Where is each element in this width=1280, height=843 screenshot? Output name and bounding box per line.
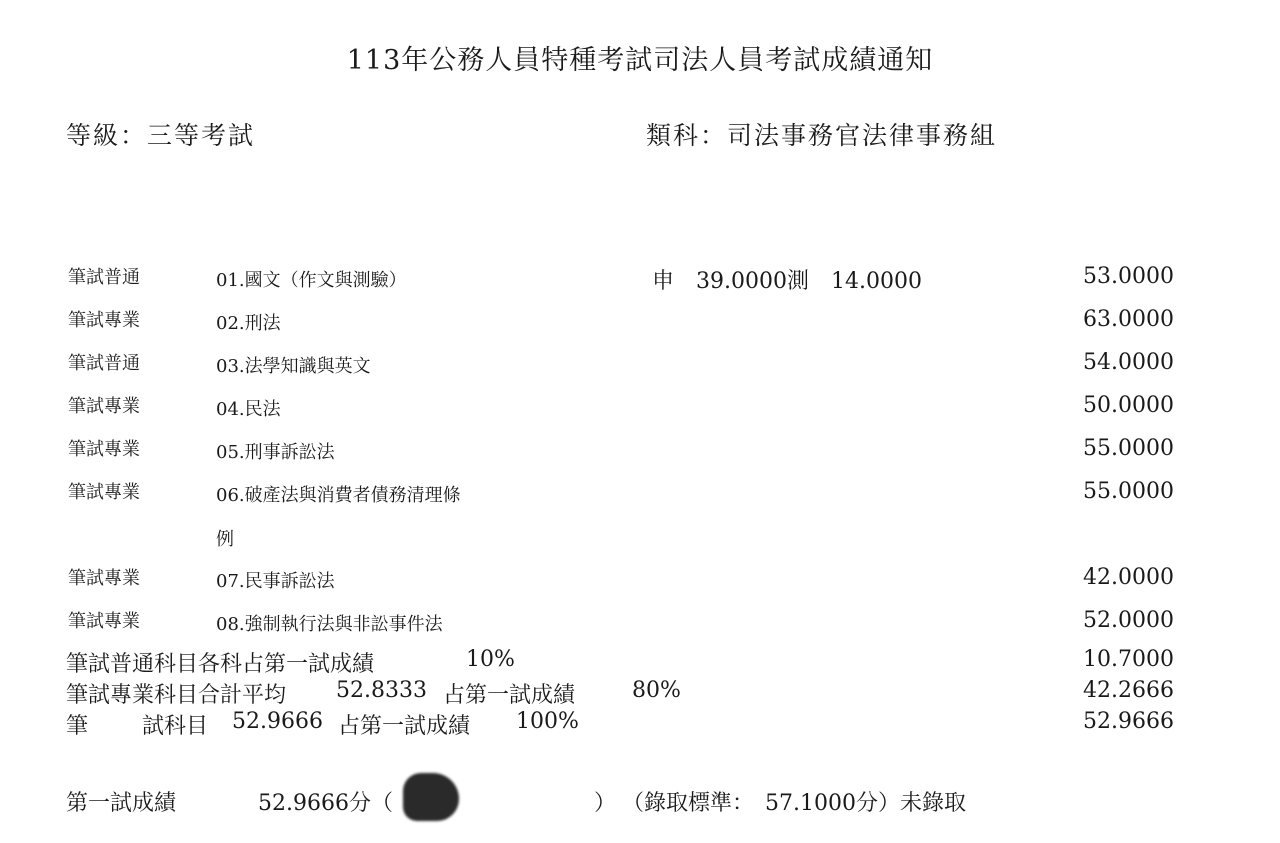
summary-score: 52.9666 xyxy=(1083,709,1174,734)
subject-score: 55.0000 xyxy=(1083,479,1174,504)
subject-type: 筆試專業 xyxy=(68,396,140,417)
subject-type: 筆試普通 xyxy=(68,353,140,374)
exam-level: 等級：三等考試 xyxy=(66,121,256,150)
subject-score: 55.0000 xyxy=(1083,436,1174,461)
summary-percent: 100% xyxy=(516,709,579,734)
result-score: 52.9666分（ xyxy=(258,791,393,816)
subject-score: 54.0000 xyxy=(1083,350,1174,375)
result-close-paren: ） xyxy=(594,791,617,816)
summary-label: 占第一試成績 xyxy=(443,683,576,708)
summary-label: 筆試專業科目合計平均 xyxy=(66,683,287,708)
exam-category: 類科：司法事務官法律事務組 xyxy=(646,121,998,150)
subject-type: 筆試專業 xyxy=(68,568,140,589)
subject-name: 08.強制執行法與非訟事件法 xyxy=(216,614,443,635)
summary-percent: 80% xyxy=(632,678,681,703)
subject-name: 01.國文（作文與測驗） xyxy=(216,270,407,291)
subject-name: 04.民法 xyxy=(216,399,281,420)
subject-type: 筆試專業 xyxy=(68,482,140,503)
subject-score: 63.0000 xyxy=(1083,307,1174,332)
summary-percent: 10% xyxy=(466,647,515,672)
summary-label: 筆試普通科目各科占第一試成績 xyxy=(66,652,375,677)
subject-type: 筆試專業 xyxy=(68,611,140,632)
summary-average: 52.8333 xyxy=(336,678,427,703)
subject-name: 03.法學知識與英文 xyxy=(216,356,371,377)
subject-type: 筆試專業 xyxy=(68,439,140,460)
subject-score: 50.0000 xyxy=(1083,393,1174,418)
summary-label: 試科目 xyxy=(142,714,209,739)
admission-standard: （錄取標準： 57.1000分）未錄取 xyxy=(622,791,966,816)
result-label: 第一試成績 xyxy=(66,791,177,816)
summary-average: 52.9666 xyxy=(232,709,323,734)
summary-score: 10.7000 xyxy=(1083,647,1174,672)
subject-name: 06.破產法與消費者債務清理條 xyxy=(216,485,461,506)
subject-score: 42.0000 xyxy=(1083,565,1174,590)
page-title: 113年公務人員特種考試司法人員考試成績通知 xyxy=(346,45,934,76)
summary-score: 42.2666 xyxy=(1083,678,1174,703)
redaction-mark xyxy=(403,773,459,821)
subject-name-continued: 例 xyxy=(216,529,234,550)
subject-name: 02.刑法 xyxy=(216,313,281,334)
subject-name: 07.民事訴訟法 xyxy=(216,571,335,592)
subject-name: 05.刑事訴訟法 xyxy=(216,442,335,463)
subject-breakdown: 申 39.0000測 14.0000 xyxy=(652,269,922,294)
summary-label: 占第一試成績 xyxy=(338,714,471,739)
summary-label: 筆 xyxy=(66,714,89,739)
subject-score: 53.0000 xyxy=(1083,264,1174,289)
subject-type: 筆試普通 xyxy=(68,267,140,288)
subject-type: 筆試專業 xyxy=(68,310,140,331)
subject-score: 52.0000 xyxy=(1083,608,1174,633)
